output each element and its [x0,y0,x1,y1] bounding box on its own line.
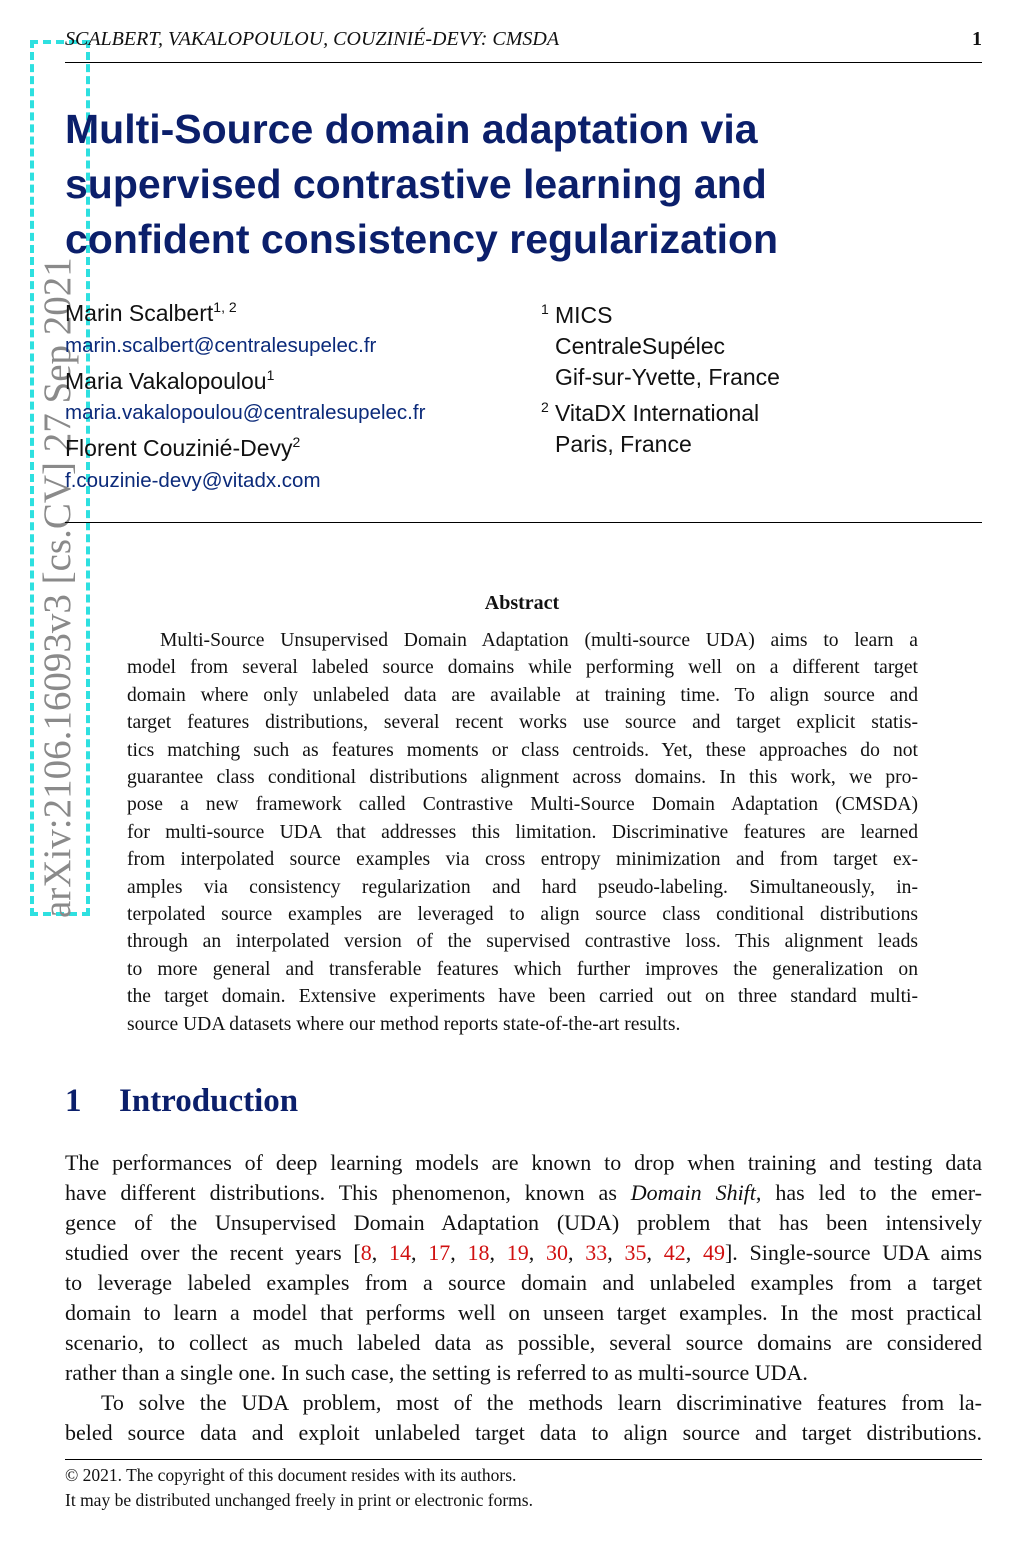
author-email[interactable]: maria.vakalopoulou@centralesupelec.fr [65,401,426,424]
text-line: gence of the Unsupervised Domain Adaptation (UDA) problem that has been intensively [65,1210,982,1235]
abstract-line: terpolated source examples are leveraged to align source class conditional distributions [127,904,918,925]
abstract-line: source UDA datasets where our method reports state-of-the-art results. [127,1013,681,1035]
paper-title [65,102,778,267]
text-line: studied over the recent years [8, 14, 17, 18, 19, 30, 33, 35, 42, 49]. Single-source UDA aims [65,1240,983,1265]
footer-divider [65,1459,982,1460]
abstract-line: to more general and transferable features which further improves the generalization on [127,958,918,980]
page-number: 1 [972,28,982,50]
text-line: to leverage labeled examples from a source domain and unlabeled examples from a target [65,1270,982,1295]
abstract-line: the target domain. Extensive experiments have been carried out on three standard multi- [127,986,918,1008]
affiliation: $^2$ VitaDX International Paris, France [541,399,760,457]
citation-link[interactable]: 49 [702,1240,725,1265]
citation-link[interactable]: 42 [663,1240,686,1265]
citation-link[interactable]: 30 [545,1240,568,1265]
abstract-line: for multi-source UDA that addresses this limitation. Discriminative features are learned [127,821,918,843]
copyright-notice: © 2021. The copyright of this document resides with its authors. [65,1465,517,1485]
citation-link[interactable]: 14 [388,1240,411,1265]
text-line: beled source data and exploit unlabeled target data to align source and target distributions. [65,1420,982,1445]
title-line: supervised contrastive learning and [65,161,767,207]
title-line: Multi-Source domain adaptation via [65,106,758,152]
abstract-line: from interpolated source examples via cross entropy minimization and from target ex- [127,849,918,871]
citation-link[interactable]: 19 [506,1240,529,1265]
author-email[interactable]: marin.scalbert@centralesupelec.fr [65,334,377,357]
author-name: Marin Scalbert$^{1, 2}$ [65,299,237,326]
text-line: The performances of deep learning models are known to drop when training and testing data [65,1150,982,1175]
citation-link[interactable]: 17 [428,1240,451,1265]
abstract-line: pose a new framework called Contrastive Multi-Source Domain Adaptation (CMSDA) [127,794,918,816]
text-line: To solve the UDA problem, most of the methods learn discriminative features from la- [101,1390,982,1415]
arxiv-stamp[interactable]: arXiv:2106.16093v3 [cs.CV] 27 Sep 2021 [36,257,79,918]
divider [65,522,982,523]
abstract-line: tics matching such as features moments or class centroids. Yet, these approaches do not [127,739,918,761]
emphasis: Domain Shift [630,1180,756,1205]
abstract-line: amples via consistency regularization and hard pseudo-labeling. Simultaneously, in- [127,876,918,898]
abstract-heading: Abstract [484,592,560,614]
author-name: Florent Couzinié-Devy$^2$ [65,434,301,461]
citation-link[interactable]: 33 [585,1240,608,1265]
citation-link[interactable]: 35 [624,1240,647,1265]
title-line: confident consistency regularization [65,216,779,262]
citation-link[interactable]: 18 [467,1240,490,1265]
author-email[interactable]: f.couzinie-devy@vitadx.com [65,469,321,492]
abstract-line: Multi-Source Unsupervised Domain Adaptation (multi-source UDA) aims to learn a [160,630,918,651]
citation-link[interactable]: 8 [360,1240,372,1265]
affiliation: $^1$ MICS CentraleSupélec Gif-sur-Yvette, France [541,301,780,390]
abstract-line: domain where only unlabeled data are available at training time. To align source and [127,684,918,706]
abstract-line: target features distributions, several recent works use source and target explicit statis- [127,712,918,734]
running-header-authors: SCALBERT, VAKALOPOULOU, COUZINIÉ-DEVY: CMSDA [65,28,560,50]
abstract-line: model from several labeled source domains while performing well on a different target [127,657,918,679]
section-heading: 1 Introduction [65,1083,299,1119]
text-line: rather than a single one. In such case, the setting is referred to as multi-source UDA. [65,1360,808,1385]
abstract-line: guarantee class conditional distributions alignment across domains. In this work, we pro- [127,767,918,788]
distribution-notice: It may be distributed unchanged freely in print or electronic forms. [65,1490,533,1510]
text-line: scenario, to collect as much labeled data as possible, several source domains are considered [65,1330,982,1355]
running-header [65,28,982,63]
abstract-line: through an interpolated version of the supervised contrastive loss. This alignment leads [127,931,918,953]
text-line: domain to learn a model that performs well on unseen target examples. In the most practical [65,1300,982,1325]
author-name: Maria Vakalopoulou$^1$ [65,367,275,394]
text-line: have different distributions. This phenomenon, known as Domain Shift, has led to the emer- [65,1180,982,1205]
